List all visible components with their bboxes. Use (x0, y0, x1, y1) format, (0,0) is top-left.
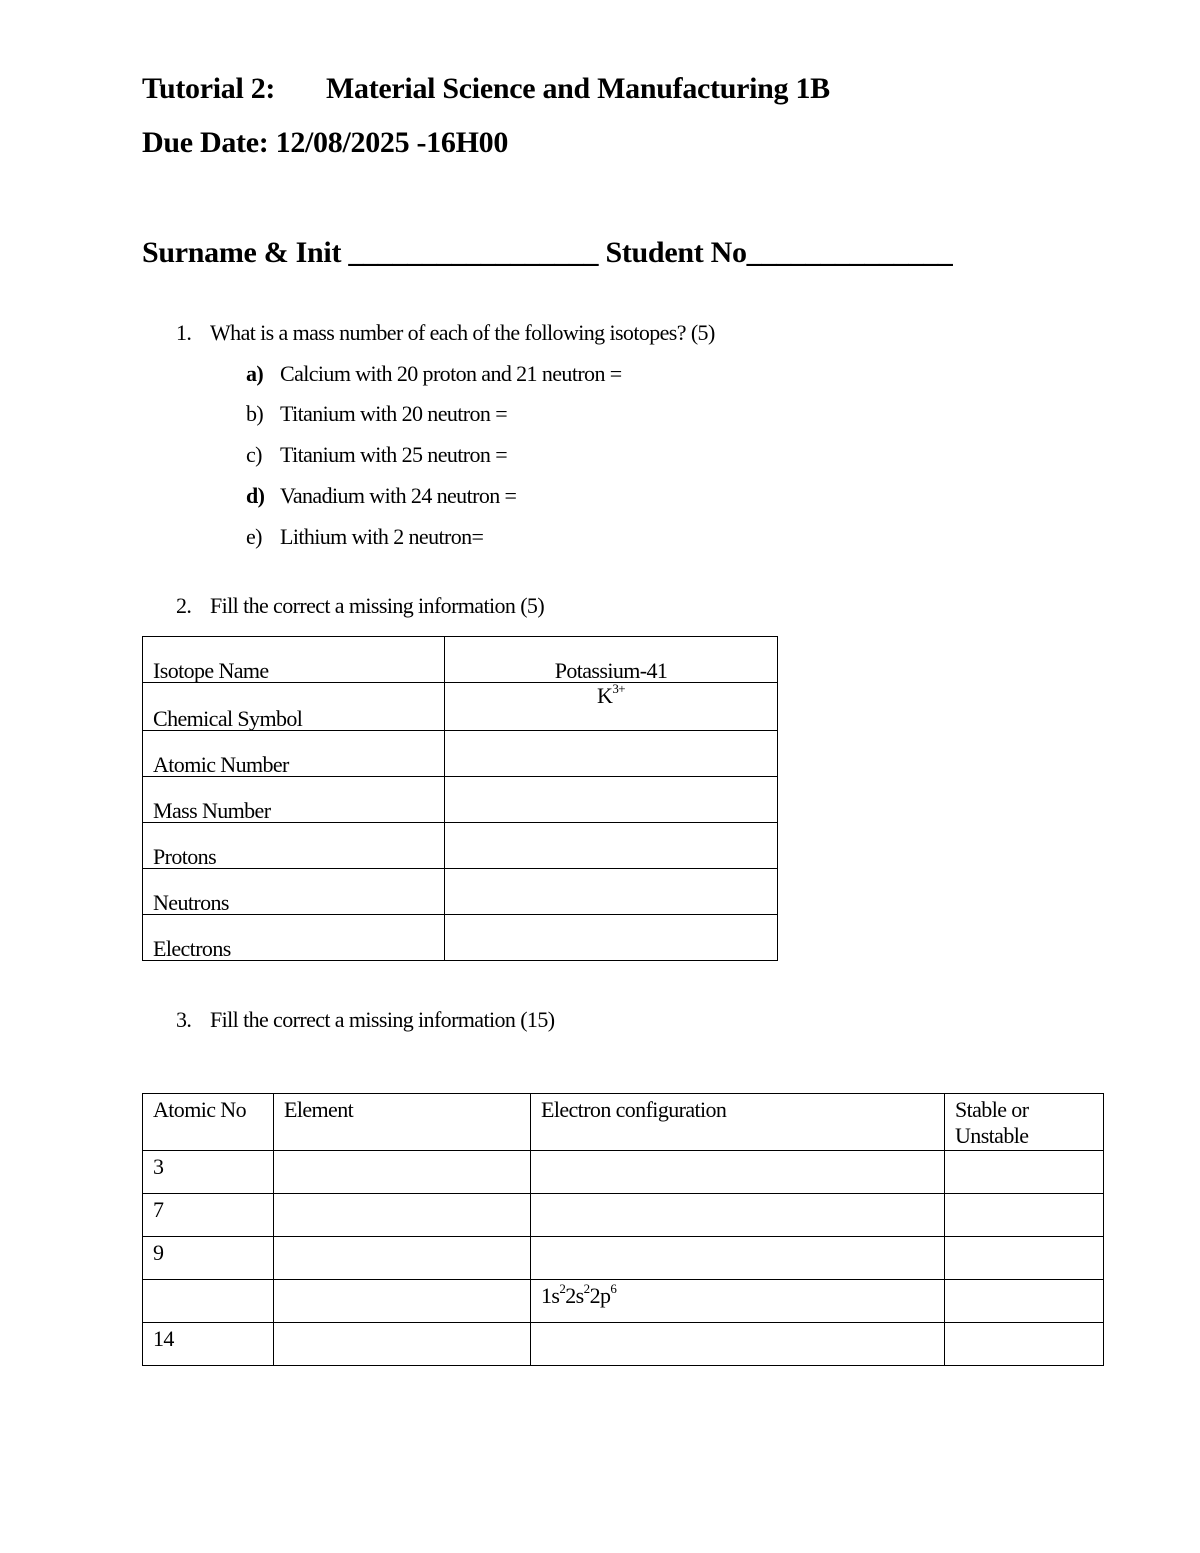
student-id-line (142, 236, 952, 270)
stable-cell[interactable] (945, 1237, 1104, 1280)
charge-superscript: 3+ (612, 680, 625, 696)
column-header: Atomic No (143, 1094, 274, 1151)
item-label: d) (246, 483, 265, 508)
question-2 (176, 593, 544, 619)
question-3 (176, 1007, 554, 1033)
q1-item (246, 361, 622, 387)
stable-cell[interactable] (945, 1323, 1104, 1366)
chemical-symbol-value (445, 680, 778, 731)
row-label: Isotope Name (143, 637, 445, 683)
item-text: Titanium with 20 neutron = (280, 401, 508, 426)
item-label: e) (246, 524, 262, 549)
row-label: Mass Number (143, 777, 445, 823)
q1-item (246, 442, 507, 468)
row-label: Neutrons (143, 869, 445, 915)
surname-label: Surname & Init (142, 236, 342, 269)
atomic-no-cell: 3 (143, 1151, 274, 1194)
answer-cell[interactable] (445, 823, 778, 869)
due-date: Due Date: 12/08/2025 -16H00 (142, 126, 509, 159)
question-text: Fill the correct a missing information (5) (210, 593, 545, 618)
element-cell[interactable] (274, 1323, 531, 1366)
course-title: Material Science and Manufacturing 1B (326, 72, 830, 105)
column-header: Electron configuration (531, 1094, 945, 1151)
table-row (143, 637, 778, 683)
config-part: 1s (541, 1283, 560, 1308)
item-text: Vanadium with 24 neutron = (280, 483, 517, 508)
table-row (143, 915, 778, 961)
answer-cell[interactable] (445, 915, 778, 961)
item-text: Titanium with 25 neutron = (280, 442, 508, 467)
row-value: Potassium-41 (445, 637, 778, 683)
table-row (143, 1237, 1104, 1280)
question-1 (176, 320, 715, 346)
question-number: 1. (176, 320, 192, 345)
table-row (143, 869, 778, 915)
stable-cell[interactable] (945, 1151, 1104, 1194)
item-label: a) (246, 361, 264, 386)
table-header-row (143, 1094, 1104, 1151)
table-row (143, 1194, 1104, 1237)
question-number: 2. (176, 593, 192, 618)
config-cell[interactable] (531, 1194, 945, 1237)
symbol-text: K (597, 683, 613, 708)
atomic-no-cell: 7 (143, 1194, 274, 1237)
config-superscript: 2 (583, 1280, 590, 1296)
stable-cell[interactable] (945, 1280, 1104, 1323)
table-row (143, 1280, 1104, 1323)
answer-cell[interactable] (445, 777, 778, 823)
item-text: Calcium with 20 proton and 21 neutron = (280, 361, 622, 386)
atomic-no-cell: 9 (143, 1237, 274, 1280)
element-cell[interactable] (274, 1151, 531, 1194)
electron-config-table (142, 1093, 1104, 1366)
config-part: 2p (589, 1283, 611, 1308)
stable-cell[interactable] (945, 1194, 1104, 1237)
question-number: 3. (176, 1007, 192, 1032)
item-text: Lithium with 2 neutron= (280, 524, 484, 549)
question-text: What is a mass number of each of the following isotopes? (5) (210, 320, 715, 345)
surname-field[interactable]: _________________ (348, 236, 599, 269)
student-no-field[interactable]: ______________ (746, 236, 953, 269)
q1-item (246, 401, 507, 427)
isotope-table (142, 636, 778, 961)
column-header: Stable or Unstable (945, 1094, 1104, 1151)
row-label: Protons (143, 823, 445, 869)
tutorial-label: Tutorial 2: (142, 72, 276, 105)
table-row (143, 1323, 1104, 1366)
config-superscript: 6 (610, 1280, 617, 1296)
answer-cell[interactable] (445, 869, 778, 915)
config-cell (531, 1280, 945, 1323)
table-row (143, 731, 778, 777)
atomic-no-cell: 14 (143, 1323, 274, 1366)
table-row (143, 683, 778, 731)
question-text: Fill the correct a missing information (15) (210, 1007, 555, 1032)
row-label: Electrons (143, 915, 445, 961)
student-no-label: Student No (605, 236, 747, 269)
table-row (143, 777, 778, 823)
config-part: 2s (565, 1283, 584, 1308)
item-label: b) (246, 401, 264, 426)
element-cell[interactable] (274, 1194, 531, 1237)
element-cell[interactable] (274, 1237, 531, 1280)
config-superscript: 2 (559, 1280, 566, 1296)
row-label: Chemical Symbol (143, 683, 445, 731)
table-row (143, 1151, 1104, 1194)
answer-cell[interactable] (445, 731, 778, 777)
item-label: c) (246, 442, 262, 467)
table-row (143, 823, 778, 869)
atomic-no-cell[interactable] (143, 1280, 274, 1323)
config-cell[interactable] (531, 1237, 945, 1280)
element-cell[interactable] (274, 1280, 531, 1323)
row-label: Atomic Number (143, 731, 445, 777)
config-cell[interactable] (531, 1323, 945, 1366)
column-header: Element (274, 1094, 531, 1151)
q1-item (246, 524, 483, 550)
config-cell[interactable] (531, 1151, 945, 1194)
q1-item (246, 483, 516, 509)
